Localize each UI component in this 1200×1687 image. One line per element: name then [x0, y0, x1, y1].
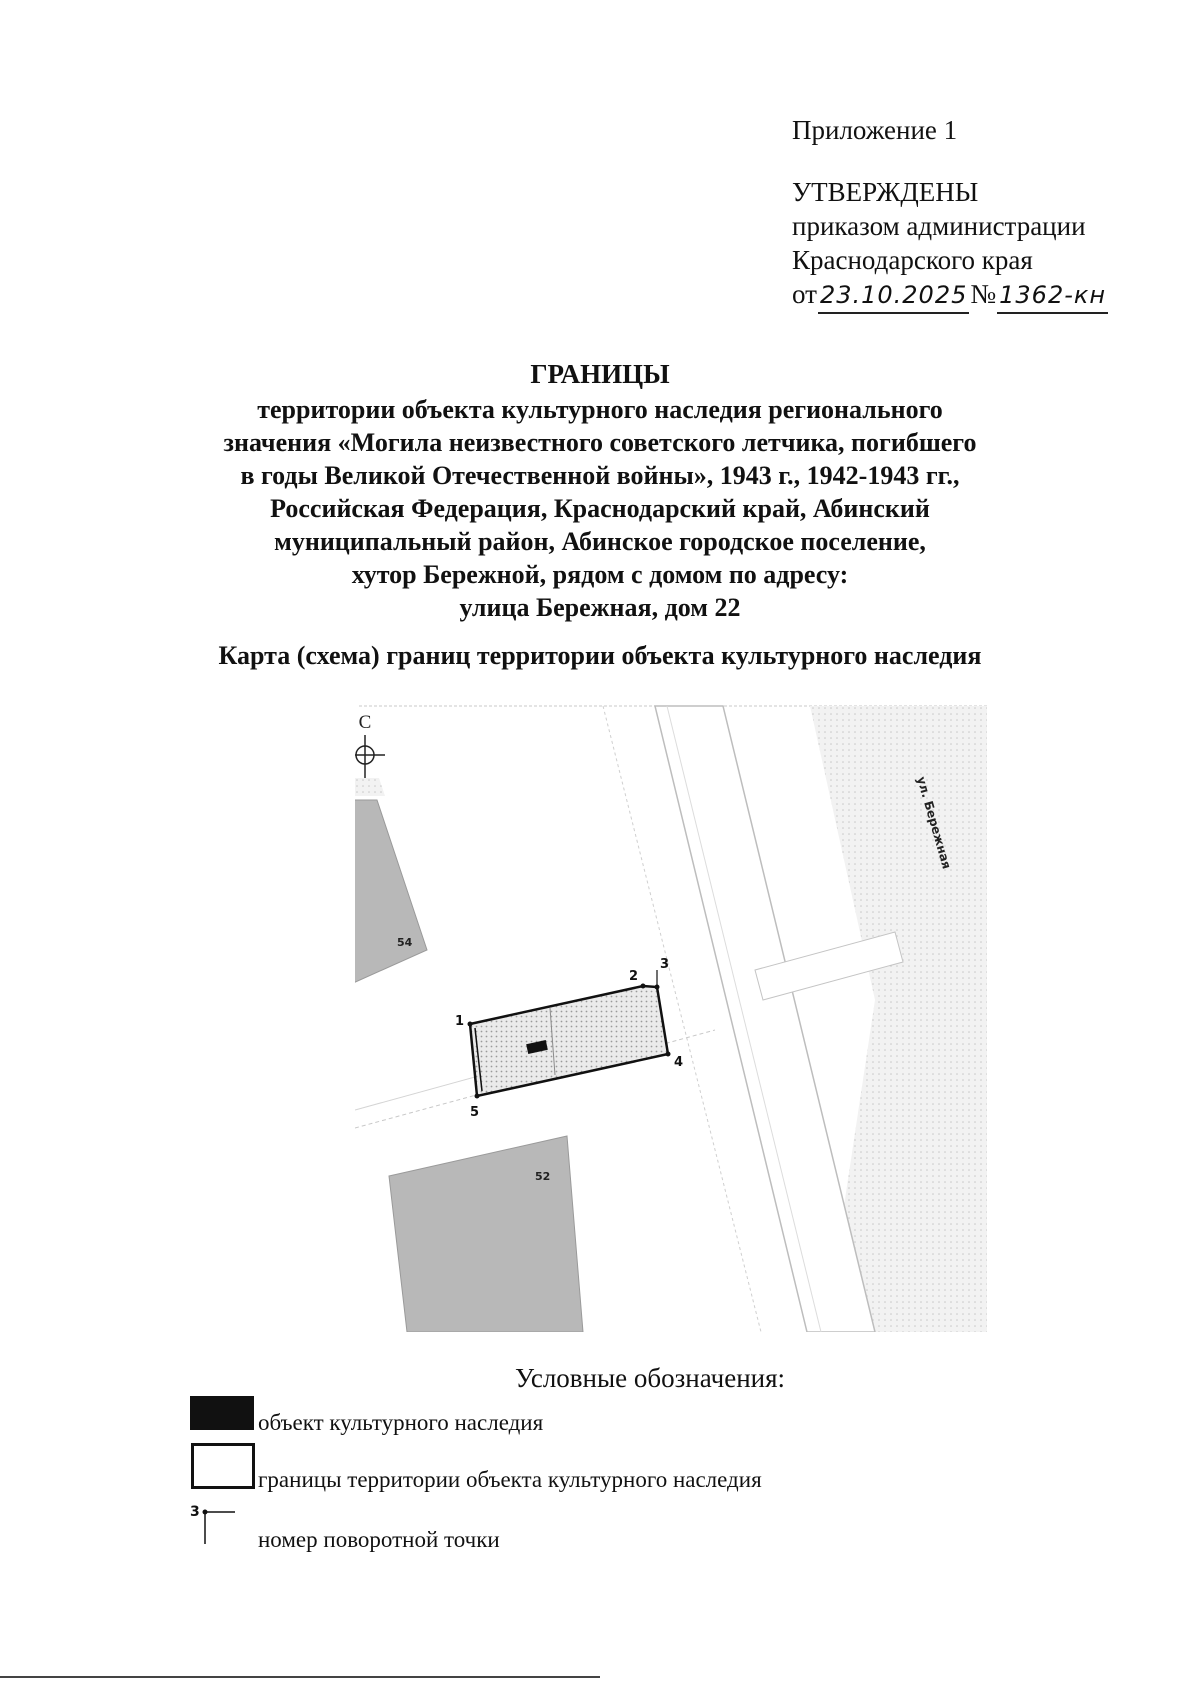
- point-label: 4: [674, 1055, 684, 1070]
- date-prefix: от: [792, 279, 817, 309]
- number-prefix: №: [970, 279, 997, 309]
- approval-line-2: Краснодарского края: [792, 245, 1033, 275]
- point-label: 1: [455, 1014, 465, 1029]
- north-arrow-icon: [355, 735, 385, 778]
- parcel-label: 52: [535, 1170, 551, 1183]
- territory-boundary: [470, 986, 668, 1096]
- boundary-map: [355, 700, 987, 1332]
- title-line: в годы Великой Отечественной войны», 1943 г., 1942-1943 гг.,: [240, 461, 960, 490]
- title-line: хутор Бережной, рядом с домом по адресу:: [351, 560, 849, 589]
- map-caption: Карта (схема) границ территории объекта культурного наследия: [218, 641, 982, 670]
- turning-point-icon: [190, 1500, 250, 1550]
- parcel-54: [355, 800, 427, 992]
- title-heading: ГРАНИЦЫ: [530, 359, 670, 389]
- parcel-52: [389, 1136, 583, 1332]
- document-title: [150, 358, 1050, 624]
- point-label: 5: [470, 1105, 480, 1120]
- north-label: С: [358, 712, 372, 733]
- title-line: улица Бережная, дом 22: [459, 593, 741, 622]
- title-line: Российская Федерация, Краснодарский край, Абинский: [270, 494, 930, 523]
- legend-turning-point: номер поворотной точки: [258, 1527, 500, 1552]
- approved-label: УТВЕРЖДЕНЫ: [792, 177, 979, 207]
- street-label: ул. Бережная: [914, 774, 954, 871]
- title-line: значения «Могила неизвестного советского летчика, погибшего: [223, 428, 977, 457]
- appendix-label: Приложение 1: [792, 115, 958, 145]
- parcel-label: 54: [397, 936, 413, 949]
- boundary-swatch: [191, 1443, 255, 1489]
- legend-title: Условные обозначения:: [514, 1363, 786, 1393]
- heritage-object-swatch: [190, 1396, 254, 1430]
- legend-heritage-object: объект культурного наследия: [258, 1410, 544, 1435]
- point-label: 3: [660, 957, 670, 972]
- handwritten-date: 23.10.2025: [818, 278, 969, 314]
- legend-territory-boundary: границы территории объекта культурного наследия: [258, 1467, 762, 1492]
- handwritten-number: 1362-кн: [997, 278, 1108, 314]
- approval-date-line: [792, 277, 1109, 314]
- approval-block: [792, 113, 1109, 314]
- title-line: территории объекта культурного наследия регионального: [257, 395, 943, 424]
- turning-point-example-label: 3: [190, 1504, 200, 1520]
- point-label: 2: [629, 969, 639, 984]
- title-line: муниципальный район, Абинское городское поселение,: [274, 527, 926, 556]
- dotted-strip: [355, 778, 385, 796]
- approval-line-1: приказом администрации: [792, 211, 1086, 241]
- bottom-rule: [0, 1676, 600, 1678]
